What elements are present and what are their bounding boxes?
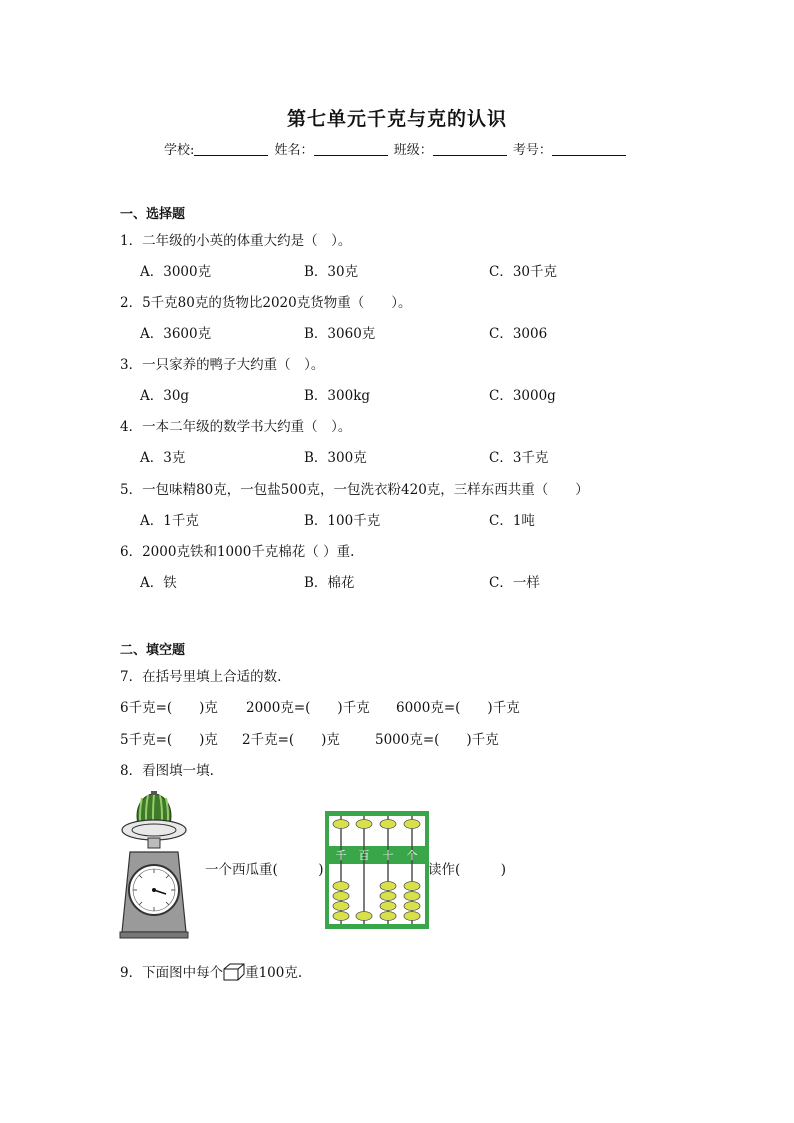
- fill-item[interactable]: 6000克=( )千克: [396, 700, 520, 716]
- abacus-place-label: 百: [358, 849, 370, 862]
- question-1-options: [140, 260, 660, 278]
- abacus-bead: [404, 882, 420, 891]
- abacus-bead: [380, 820, 396, 829]
- abacus-bead: [404, 820, 420, 829]
- option-b[interactable]: B．300kg: [304, 388, 371, 404]
- exam-number-label: 考号：: [512, 143, 552, 158]
- question-1: 1．二年级的小英的体重大约是（ ）。: [120, 233, 352, 249]
- abacus-bead: [380, 902, 396, 911]
- option-a[interactable]: A．1千克: [140, 513, 199, 529]
- fill-item[interactable]: 5千克=( )克: [120, 732, 218, 748]
- abacus-reading-blank[interactable]: 读作( ): [428, 862, 507, 878]
- watermelon-weight-blank[interactable]: 一个西瓜重( ): [205, 862, 324, 878]
- question-4-options: [140, 446, 660, 464]
- fill-item[interactable]: 6千克=( )克: [120, 700, 218, 716]
- option-a[interactable]: A．3600克: [140, 326, 212, 342]
- question-4: 4．一本二年级的数学书大约重（ ）。: [120, 419, 352, 435]
- name-label: 姓名：: [274, 143, 314, 158]
- option-c[interactable]: C．30千克: [489, 264, 558, 280]
- question-8: 8．看图填一填.: [120, 763, 214, 779]
- abacus-bead: [356, 912, 372, 921]
- option-a[interactable]: A．30g: [140, 388, 190, 404]
- abacus-bead: [333, 912, 349, 921]
- abacus-bead: [333, 882, 349, 891]
- option-b[interactable]: B．棉花: [304, 575, 355, 591]
- school-label: 学校:: [164, 143, 195, 158]
- fill-item[interactable]: 2000克=( )千克: [246, 700, 370, 716]
- question-7: 7．在括号里填上合适的数.: [120, 669, 282, 685]
- option-b[interactable]: B．300克: [304, 450, 367, 466]
- class-blank[interactable]: [433, 141, 507, 156]
- question-6: 6．2000克铁和1000千克棉花（ ）重.: [120, 544, 355, 560]
- section-heading-fill: 二、填空题: [120, 643, 186, 658]
- option-c[interactable]: C．1吨: [489, 513, 535, 529]
- abacus-bead: [333, 820, 349, 829]
- question-9-stem-end: 重100克.: [245, 965, 303, 981]
- question-5: 5．一包味精80克，一包盐500克，一包洗衣粉420克，三样东西共重（ ）: [120, 482, 589, 498]
- question-3: 3．一只家养的鸭子大约重（ ）。: [120, 357, 325, 373]
- exam-number-blank[interactable]: [552, 141, 626, 156]
- abacus-illustration: [324, 810, 430, 930]
- name-blank[interactable]: [314, 141, 388, 156]
- class-label: 班级：: [393, 143, 433, 158]
- option-c[interactable]: C．一样: [489, 575, 540, 591]
- option-c[interactable]: C．3006: [489, 326, 548, 342]
- school-blank[interactable]: [194, 141, 268, 156]
- abacus-bead: [404, 902, 420, 911]
- fill-item[interactable]: 5000克=( )千克: [375, 732, 499, 748]
- question-6-options: [140, 571, 660, 589]
- option-b[interactable]: B．30克: [304, 264, 359, 280]
- fill-item[interactable]: 2千克=( )克: [242, 732, 340, 748]
- option-c[interactable]: C．3千克: [489, 450, 549, 466]
- option-b[interactable]: B．100千克: [304, 513, 381, 529]
- question-2: 2．5千克80克的货物比2020克货物重（ ）。: [120, 295, 412, 311]
- option-c[interactable]: C．3000g: [489, 388, 556, 404]
- scale-dial: [129, 865, 179, 915]
- abacus-bead: [380, 882, 396, 891]
- abacus-place-label: 千: [335, 849, 347, 862]
- abacus-bead: [404, 912, 420, 921]
- scale-with-watermelon-illustration: [116, 790, 210, 940]
- abacus-bead: [380, 892, 396, 901]
- student-info-line: [164, 139, 628, 158]
- cube-icon: [223, 963, 245, 981]
- abacus-bead: [380, 912, 396, 921]
- abacus-place-label: 十: [382, 849, 394, 862]
- abacus-bead: [356, 820, 372, 829]
- question-5-options: [140, 509, 660, 527]
- option-a[interactable]: A．3克: [140, 450, 186, 466]
- question-9-stem-start: 9．下面图中每个: [120, 965, 224, 981]
- abacus-bead: [333, 902, 349, 911]
- option-a[interactable]: A．铁: [140, 575, 177, 591]
- question-3-options: [140, 384, 660, 402]
- question-2-options: [140, 322, 660, 340]
- page-title: 第七单元千克与克的认识: [286, 108, 507, 130]
- abacus-place-label: 个: [406, 849, 418, 862]
- option-b[interactable]: B．3060克: [304, 326, 376, 342]
- question-9: [120, 961, 302, 981]
- option-a[interactable]: A．3000克: [140, 264, 212, 280]
- abacus-bead: [333, 892, 349, 901]
- section-heading-choice: 一、选择题: [120, 207, 186, 222]
- abacus-bead: [404, 892, 420, 901]
